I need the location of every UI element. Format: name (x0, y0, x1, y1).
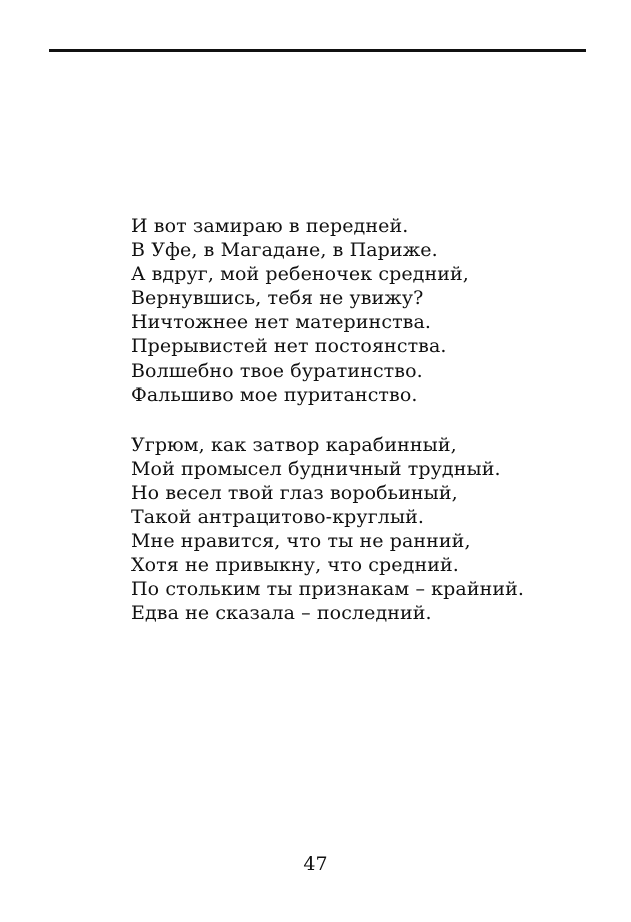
poem-line: А вдруг, мой ребеночек средний, (131, 263, 469, 286)
poem-line: В Уфе, в Магадане, в Париже. (131, 239, 438, 262)
poem (131, 214, 571, 626)
poem-line: Угрюм, как затвор карабинный, (131, 433, 457, 456)
stanza-1 (131, 214, 571, 407)
poem-line: Волшебно твое буратинство. (131, 359, 423, 382)
stanza-2 (131, 433, 571, 626)
poem-line: По стольким ты признакам – крайний. (131, 578, 525, 601)
poem-line: Прерывистей нет постоянства. (131, 335, 447, 358)
page-number: 47 (303, 853, 328, 875)
poem-line: Хотя не привыкну, что средний. (131, 554, 459, 577)
poem-line: Но весел твой глаз воробьиный, (131, 481, 458, 504)
poem-line: И вот замираю в передней. (131, 215, 409, 237)
poem-line: Едва не сказала – последний. (131, 602, 432, 625)
poem-line: Вернувшись, тебя не увижу? (131, 287, 424, 310)
poem-line: Фальшиво мое пуританство. (131, 383, 418, 406)
poem-line: Мне нравится, что ты не ранний, (131, 530, 471, 553)
poem-line: Такой антрацитово-круглый. (131, 506, 425, 529)
poem-line: Ничтожнее нет материнства. (131, 311, 432, 334)
poem-line: Мой промысел будничный трудный. (131, 457, 501, 480)
header-rule (49, 49, 586, 52)
